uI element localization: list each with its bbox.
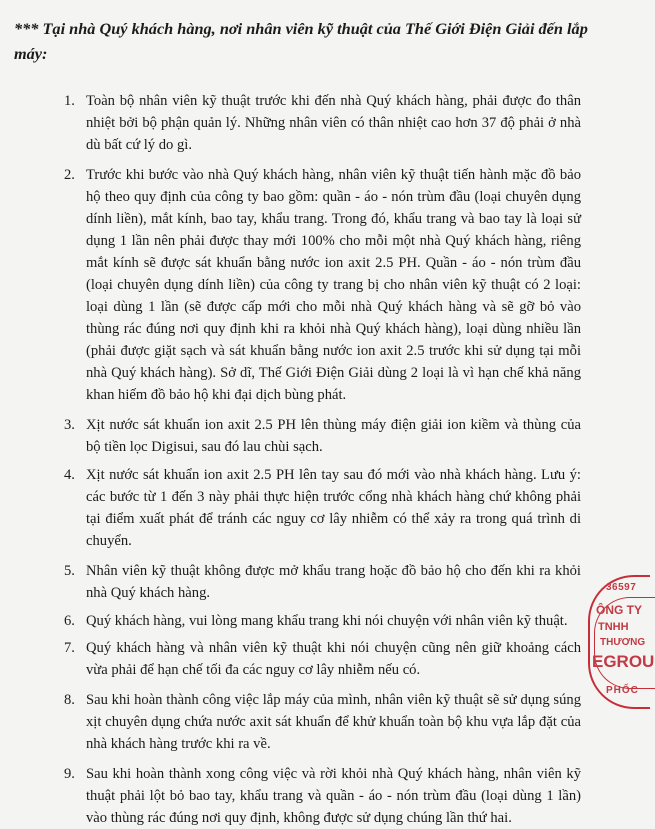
list-item (0, 90, 638, 156)
item-number: 8. (64, 692, 75, 708)
item-text: Xịt nước sát khuẩn ion axit 2.5 PH lên thùng máy điện giải ion kiềm và thùng của bộ tiền lọc Digisui, sau đó lau chùi sạch. (86, 417, 581, 455)
item-number: 5. (64, 563, 75, 579)
seal-text: 36597 (606, 582, 637, 593)
procedure-list (0, 90, 638, 829)
item-text: Quý khách hàng và nhân viên kỹ thuật khi nói chuyện cũng nên giữ khoảng cách vừa phải để hạn chế tối đa các nguy cơ lây nhiễm nếu có. (86, 640, 581, 678)
item-number: 1. (64, 93, 75, 109)
seal-text: THƯƠNG (600, 637, 646, 648)
list-item (0, 414, 638, 458)
list-item (0, 560, 638, 604)
item-text: Toàn bộ nhân viên kỹ thuật trước khi đến nhà Quý khách hàng, phải được đo thân nhiệt bởi bộ phận quản lý. Những nhân viên có thân nhiệt cao hơn 37 độ phải ở nhà dù bất cứ lý do gì. (86, 93, 581, 153)
item-text: Quý khách hàng, vui lòng mang khẩu trang khi nói chuyện với nhân viên kỹ thuật. (86, 613, 568, 629)
item-text: Sau khi hoàn thành công việc lắp máy của mình, nhân viên kỹ thuật sẽ sử dụng súng xịt chuyên dụng chứa nước axit sát khuẩn để khử khuẩn toàn bộ khu vựa lắp đặt của nhà khách hàng trước khi ra về. (86, 692, 581, 752)
item-text: Sau khi hoàn thành xong công việc và rời khỏi nhà Quý khách hàng, nhân viên kỹ thuật phải lột bỏ bao tay, khẩu trang và quần - áo - nón trùm đầu (loại dùng 1 lần) vào thùng rác đúng nơi quy định, không được sử dụng chúng lần thứ hai. (86, 766, 581, 826)
company-seal (588, 575, 655, 709)
item-text: Xịt nước sát khuẩn ion axit 2.5 PH lên tay sau đó mới vào nhà khách hàng. Lưu ý: các bước từ 1 đến 3 này phải thực hiện trước cổng nhà khách hàng chứ không phải tại điểm xuất phát để tránh các nguy cơ lây nhiễm có thể xảy ra trong quá trình di chuyển. (86, 467, 581, 549)
item-number: 7. (64, 640, 75, 656)
seal-text: PHỐC (606, 685, 639, 696)
list-item (0, 689, 638, 755)
list-item (0, 610, 638, 632)
seal-text: ÔNG TY (596, 603, 643, 617)
item-number: 4. (64, 467, 75, 483)
seal-text: TNHH (598, 621, 629, 633)
section-heading: *** Tại nhà Quý khách hàng, nơi nhân viên kỹ thuật của Thế Giới Điện Giải đến lắp máy: (14, 19, 588, 63)
item-number: 9. (64, 766, 75, 782)
item-number: 3. (64, 417, 75, 433)
item-text: Nhân viên kỹ thuật không được mở khẩu trang hoặc đồ bảo hộ cho đến khi ra khỏi nhà Quý khách hàng. (86, 563, 581, 601)
list-item (0, 637, 638, 681)
item-number: 2. (64, 167, 75, 183)
list-item (0, 164, 638, 406)
item-text: Trước khi bước vào nhà Quý khách hàng, nhân viên kỹ thuật tiến hành mặc đồ bảo hộ theo quy định của công ty bao gồm: quần - áo - nón trùm đầu (loại chuyên dụng dính liền), mắt kính, bao tay, khẩu trang. Trong đó, khẩu trang và bao tay là loại sử dụng 1 lần nên phải được thay mới 100% cho mỗi một nhà Quý khách hàng, riêng mắt kính sẽ được sát khuẩn bằng nước ion axit 2.5 PH. Quần - áo - nón trùm đầu (loại chuyên dụng dính liền) của công ty trang bị cho nhân viên kỹ thuật có 2 loại: loại dùng 1 lần (sẽ được cấp mới cho mỗi nhà Quý khách hàng và sẽ gỡ bỏ vào thùng rác đúng nơi quy định khi ra khỏi nhà Quý khách hàng), loại dùng nhiều lần (phải được giặt sạch và sát khuẩn bằng nước ion axit 2.5 trước khi sử dụng tại mỗi nhà Quý khách hàng). Sở dĩ, Thế Giới Điện Giải dùng 2 loại là vì hạn chế khả năng khan hiếm đồ bảo hộ khi đại dịch bùng phát. (86, 167, 581, 403)
list-item (0, 464, 638, 552)
list-item (0, 763, 638, 829)
item-number: 6. (64, 613, 75, 629)
seal-text: EGROU (592, 652, 655, 671)
